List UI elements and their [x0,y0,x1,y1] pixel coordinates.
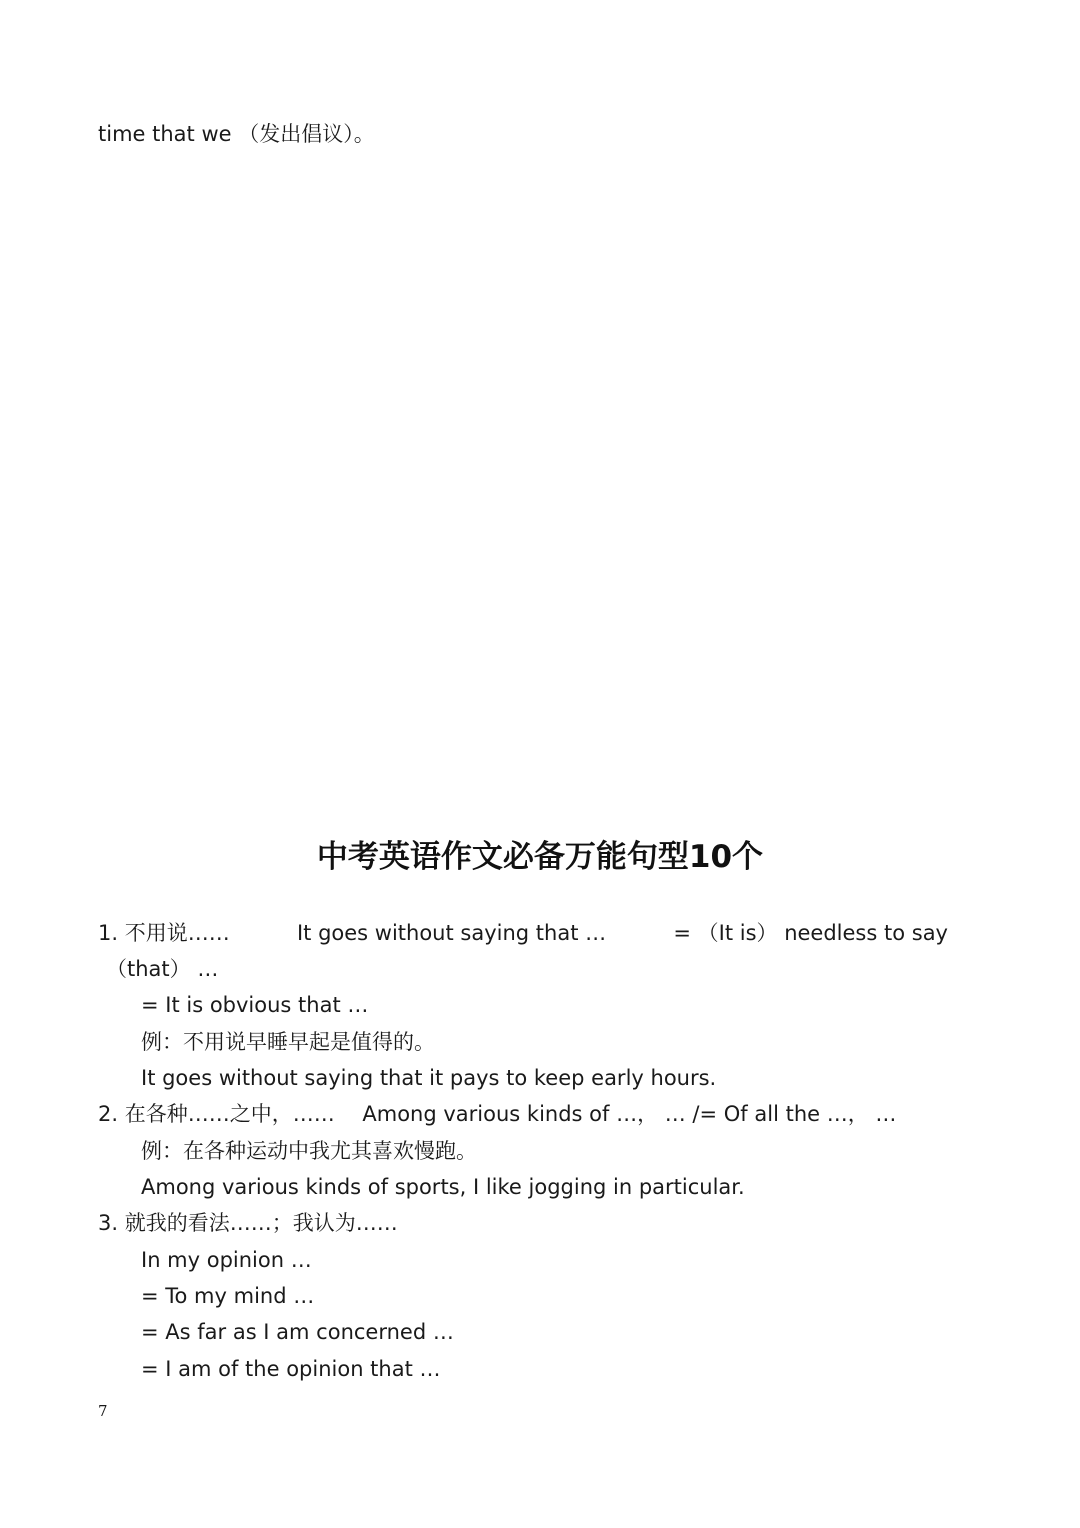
item-3-line: = To my mind … [141,1284,315,1308]
page-number: 7 [98,1402,108,1420]
item-2-example-english: Among various kinds of sports, I like jogging in particular. [141,1175,745,1199]
item-3-line: In my opinion … [141,1248,312,1272]
item-3-heading: 3. 就我的看法……；我认为…… [98,1211,398,1235]
continued-text-line: time that we （发出倡议）。 [98,122,375,146]
item-1-example-chinese: 例：不用说早睡早起是值得的。 [141,1030,435,1054]
section-title: 中考英语作文必备万能句型10个 [316,839,764,875]
item-1-chinese: 1. 不用说…… [98,921,230,945]
item-1-english-phrase: It goes without saying that … [296,921,607,945]
item-3-line: = I am of the opinion that … [141,1357,441,1381]
item-3-line: = As far as I am concerned … [141,1320,454,1344]
item-2-heading: 2. 在各种……之中，…… Among various kinds of …， … /= Of all the …， … [98,1102,897,1126]
item-2-example-chinese: 例：在各种运动中我尤其喜欢慢跑。 [141,1139,477,1163]
item-1-line: = It is obvious that … [141,993,369,1017]
item-1-example-english: It goes without saying that it pays to keep early hours. [141,1066,717,1090]
item-1-english-alternative: = （It is） needless to say [673,921,948,945]
item-1-heading [98,919,948,947]
item-1-heading-continuation: （that） … [106,957,219,981]
